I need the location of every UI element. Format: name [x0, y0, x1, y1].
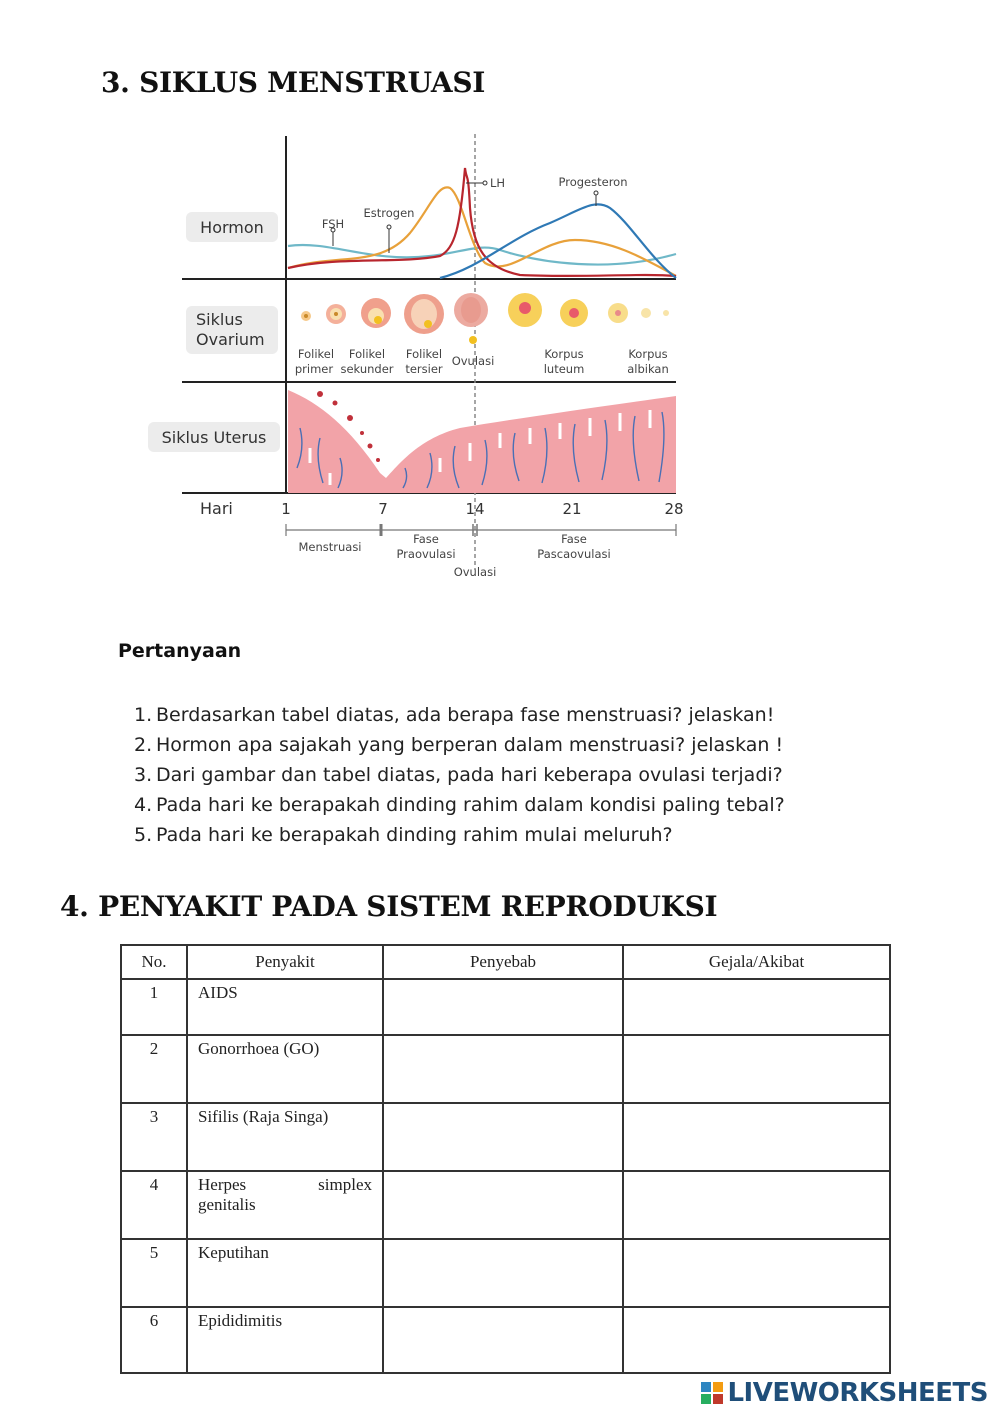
phase-menstruasi: Menstruasi — [298, 540, 362, 554]
question-item: 1. Berdasarkan tabel diatas, ada berapa fase menstruasi? jelaskan! — [134, 704, 775, 726]
disease-table — [120, 944, 891, 1374]
logo-icon — [701, 1382, 723, 1404]
svg-text:21: 21 — [562, 500, 582, 518]
svg-text:sekunder: sekunder — [340, 362, 394, 376]
fsh-label — [322, 217, 344, 246]
svg-text:14: 14 — [465, 500, 485, 518]
table-row: 6 Epididimitis — [121, 1307, 890, 1373]
penyebab-cell[interactable] — [383, 1171, 623, 1239]
svg-text:7: 7 — [378, 500, 388, 518]
svg-text:Progesteron: Progesteron — [558, 175, 628, 189]
penyebab-cell[interactable] — [383, 1103, 623, 1171]
svg-text:albikan: albikan — [627, 362, 669, 376]
liveworksheets-logo[interactable] — [701, 1378, 988, 1408]
gejala-cell[interactable] — [623, 1103, 890, 1171]
svg-text:tersier: tersier — [405, 362, 443, 376]
question-item: 4. Pada hari ke berapakah dinding rahim dalam kondisi paling tebal? — [134, 794, 785, 816]
progesteron-label — [559, 175, 628, 206]
row-label-uterus — [148, 422, 280, 452]
table-row: 5 Keputihan — [121, 1239, 890, 1307]
svg-text:Folikel: Folikel — [297, 347, 335, 361]
row-label-ovarium — [186, 306, 278, 354]
header-penyakit: Penyakit — [187, 945, 383, 979]
svg-text:Korpus: Korpus — [628, 347, 668, 361]
phase-brackets — [286, 524, 676, 579]
questions-title: Pertanyaan — [118, 640, 242, 662]
gejala-cell[interactable] — [623, 1171, 890, 1239]
svg-text:Folikel: Folikel — [405, 347, 443, 361]
gejala-cell[interactable] — [623, 1239, 890, 1307]
phase-praovulasi: Praovulasi — [396, 547, 456, 561]
gejala-cell[interactable] — [623, 979, 890, 1035]
penyebab-cell[interactable] — [383, 979, 623, 1035]
phase-pascaovulasi: Pascaovulasi — [537, 547, 611, 561]
day-axis — [281, 500, 683, 518]
phase-ovulasi: Ovulasi — [453, 565, 497, 579]
header-gejala: Gejala/Akibat — [623, 945, 890, 979]
label-hari: Hari — [200, 499, 233, 518]
question-item: 3. Dari gambar dan tabel diatas, pada hari keberapa ovulasi terjadi? — [134, 764, 783, 786]
svg-text:Fase: Fase — [561, 532, 587, 546]
table-row: 4 Herpes simplex genitalis — [121, 1171, 890, 1239]
section-4-heading: 4. PENYAKIT PADA SISTEM REPRODUKSI — [60, 890, 718, 923]
label-ovarium-1: Siklus — [196, 310, 243, 329]
label-ovarium-2: Ovarium — [196, 330, 265, 349]
svg-text:Fase: Fase — [413, 532, 439, 546]
header-penyebab: Penyebab — [383, 945, 623, 979]
header-no: No. — [121, 945, 187, 979]
gejala-cell[interactable] — [623, 1307, 890, 1373]
ovary-labels — [295, 347, 669, 376]
menstrual-cycle-diagram — [140, 128, 700, 588]
svg-text:28: 28 — [664, 500, 684, 518]
penyebab-cell[interactable] — [383, 1307, 623, 1373]
svg-text:FSH: FSH — [321, 217, 345, 231]
endometrium — [288, 390, 676, 493]
estrogen-label — [364, 206, 415, 253]
svg-text:Ovulasi: Ovulasi — [451, 354, 495, 368]
table-row: 2 Gonorrhoea (GO) — [121, 1035, 890, 1103]
label-hormon: Hormon — [200, 218, 264, 237]
svg-text:Folikel: Folikel — [348, 347, 386, 361]
label-uterus: Siklus Uterus — [161, 428, 267, 447]
penyebab-cell[interactable] — [383, 1239, 623, 1307]
svg-text:Estrogen: Estrogen — [363, 206, 415, 220]
estrogen-curve — [288, 187, 676, 276]
row-label-hormon — [186, 212, 278, 242]
svg-text:LH: LH — [490, 176, 506, 190]
question-item: 5. Pada hari ke berapakah dinding rahim mulai meluruh? — [134, 824, 673, 846]
penyebab-cell[interactable] — [383, 1035, 623, 1103]
ovary-stages — [301, 293, 669, 344]
svg-text:primer: primer — [294, 362, 334, 376]
lh-label — [466, 176, 505, 190]
gejala-cell[interactable] — [623, 1035, 890, 1103]
table-row: 1 AIDS — [121, 979, 890, 1035]
question-item: 2. Hormon apa sajakah yang berperan dalam menstruasi? jelaskan ! — [134, 734, 784, 756]
svg-text:luteum: luteum — [543, 362, 585, 376]
svg-text:Korpus: Korpus — [544, 347, 584, 361]
questions-list — [134, 700, 785, 850]
logo-text: LIVEWORKSHEETS — [727, 1378, 988, 1408]
table-row: 3 Sifilis (Raja Singa) — [121, 1103, 890, 1171]
section-3-heading: 3. SIKLUS MENSTRUASI — [101, 66, 486, 99]
svg-text:1: 1 — [281, 500, 291, 518]
